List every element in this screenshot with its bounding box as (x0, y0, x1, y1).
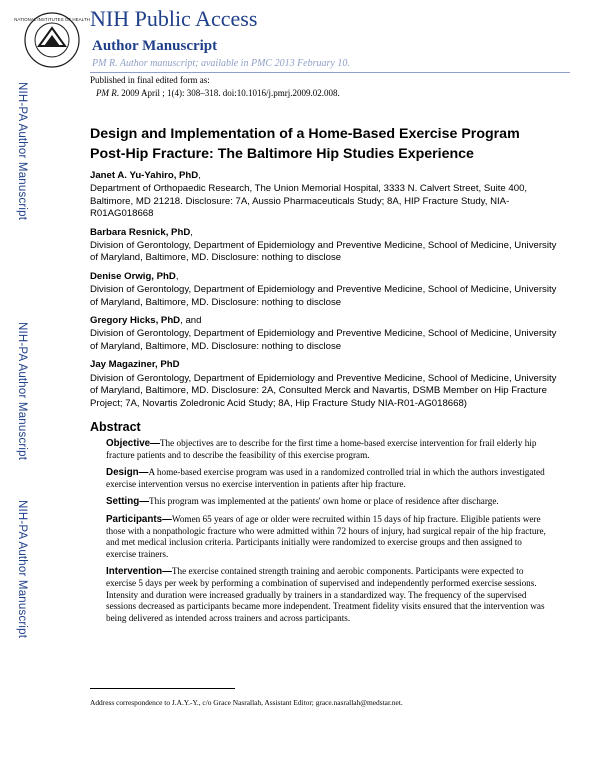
author-suffix: , (198, 170, 201, 181)
author-name-line (90, 227, 560, 239)
section-text: This program was implemented at the patients' own home or place of residence after discharge. (149, 496, 499, 507)
author-name-line (90, 271, 560, 283)
citation (96, 88, 340, 98)
author-manuscript-label: Author Manuscript (92, 38, 218, 54)
author-affiliation: Division of Gerontology, Department of Epidemiology and Preventive Medicine, School of Medicine, University of Maryland, Baltimore, MD. Disclosure: 2A, Consulted Merck and Navartis, DSMB Member on Hip Fracture Project; 7A, Novartis Zoledronic Acid Study; 8A, Hip Fracture Study NIA-R01-AG018668) (90, 372, 557, 409)
pmc-journal: PM R (92, 58, 116, 69)
abstract-objective (106, 438, 546, 461)
abstract-setting (106, 496, 546, 508)
author-suffix: , (190, 226, 193, 238)
correspondence-footnote: Address correspondence to J.A.Y.-Y., c/o Grace Nasrallah, Assistant Editor; grace.nasrallah@medstar.net. (90, 698, 403, 707)
author-list (90, 170, 560, 416)
author-entry (90, 170, 560, 221)
section-text: Women 65 years of age or older were recruited within 15 days of hip fracture. Eligible patients were those with a nonpathologic fracture who were admitted within 72 hours of injury, had surgical repair of the hip fracture, and met medical inclusion criteria. Participants initially were randomized to exercise groups and then assigned to exercise trainers. (106, 513, 546, 559)
abstract-body (106, 438, 546, 630)
author-affiliation: Department of Orthopaedic Research, The Union Memorial Hospital, 3333 N. Calvert Street, Suite 400, Baltimore, MD 21218. Disclosure: 7A, Aussio Pharmaceuticals Study; 8A, HIP Fracture Study, NIA-R01AG018668 (90, 183, 528, 220)
author-affiliation: Division of Gerontology, Department of Epidemiology and Preventive Medicine, School of Medicine, University of Maryland, Baltimore, MD. Disclosure: nothing to disclose (90, 284, 557, 308)
citation-journal: PM R (96, 88, 117, 98)
side-label-top: NIH-PA Author Manuscript (16, 82, 28, 221)
article-title: Design and Implementation of a Home-Based Exercise Program Post-Hip Fracture: The Baltimore Hip Studies Experience (90, 126, 520, 162)
author-affiliation: Division of Gerontology, Department of Epidemiology and Preventive Medicine, School of Medicine, University of Maryland, Baltimore, MD. Disclosure: nothing to disclose (90, 328, 557, 352)
author-suffix: , and (180, 315, 202, 327)
section-label: Intervention— (106, 566, 172, 578)
author-name: Barbara Resnick, PhD (90, 226, 191, 238)
author-suffix: , (175, 270, 179, 282)
nih-seal-icon (14, 10, 90, 70)
section-text: A home-based exercise program was used in a randomized controlled trial in which the authors investigated exercise intervention versus no exercise intervention in patients after hip fracture. (106, 467, 545, 489)
author-name: Denise Orwig, PhD (90, 270, 176, 282)
author-entry (90, 271, 560, 309)
nih-logo (14, 10, 90, 70)
author-name: Janet A. Yu-Yahiro, PhD (90, 170, 199, 181)
abstract-intervention (106, 566, 546, 624)
section-label: Participants— (106, 513, 172, 525)
abstract-participants (106, 514, 546, 560)
section-text: The exercise contained strength training and aerobic components. Participants were expected to exercise 5 days per week by performing a combination of supervised and independently performed exercise sessions. Intensity and duration were increased gradually by trainers in a standardized way. The frequency of the supervised sessions decreased as participants became more independent. Treatment fidelity visits ensured that the intervention was being delivered as intended across trainers and across participants. (106, 566, 545, 623)
citation-text: . 2009 April ; 1(4): 308–318. doi:10.1016/j.pmrj.2009.02.008. (116, 88, 340, 98)
side-label-bottom: NIH-PA Author Manuscript (16, 500, 28, 639)
header-rule (90, 72, 570, 73)
side-label-middle: NIH-PA Author Manuscript (16, 322, 28, 461)
author-name: Jay Magaziner, PhD (90, 359, 180, 371)
section-text: The objectives are to describe for the first time a home-based exercise intervention for frail elderly hip fracture patients and to describe the feasibility of this exercise program. (106, 438, 537, 460)
abstract-design (106, 467, 546, 490)
section-label: Design— (106, 467, 149, 479)
author-name-line (90, 315, 560, 327)
footnote-rule (90, 688, 235, 689)
author-name-line (90, 170, 560, 182)
author-entry (90, 315, 560, 353)
author-entry (90, 359, 560, 410)
section-label: Objective— (106, 438, 160, 449)
published-label: Published in final edited form as: (90, 75, 210, 85)
author-name: Gregory Hicks, PhD (90, 315, 181, 327)
author-name-line (90, 359, 560, 371)
pmc-availability-text: . Author manuscript; available in PMC 2013 February 10. (115, 58, 350, 69)
pmc-availability (92, 58, 350, 69)
abstract-heading: Abstract (90, 420, 141, 434)
logo-text: NATIONAL INSTITUTES OF HEALTH (14, 17, 90, 22)
section-label: Setting— (106, 496, 149, 508)
author-affiliation: Division of Gerontology, Department of Epidemiology and Preventive Medicine, School of Medicine, University of Maryland, Baltimore, MD. Disclosure: nothing to disclose (90, 240, 557, 264)
nih-title: NIH Public Access (90, 6, 258, 31)
author-entry (90, 227, 560, 265)
